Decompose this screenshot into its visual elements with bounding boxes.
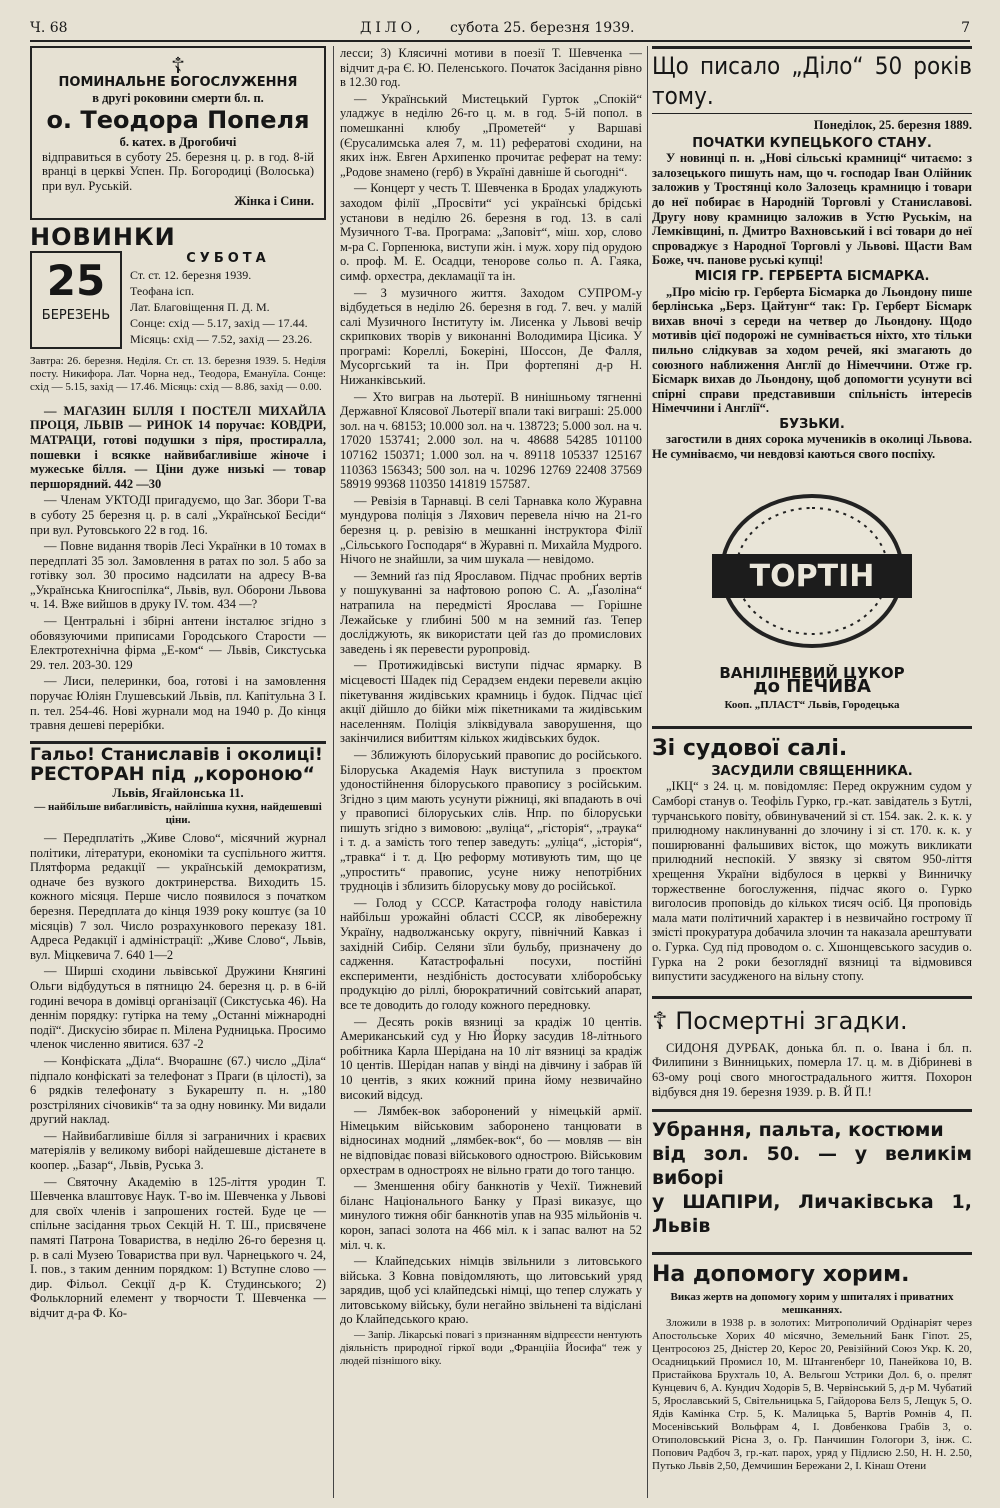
restaurant-ad xyxy=(30,741,326,827)
choir-text: Зложили в 1938 р. в золотих: Митрополичий Ордінаріят через Апостольське Хорих 40 місячно, Земельний Банк Гіпот. 25, Центросоюз 25, Дністер 20, Керос 20, Ревізійний Союз Укр. К. 20, Осадницький Промисл 10, М. Штангенберг 10, Панейкова 10, В. Пристайкова Брухталь 10, А. Вельгош Устрики Дол. 6, о. прелят Кунцевич 6, А. Кундич Ходорів 5, В. Червінський 5, д-р М. Чубатий 5, Ярославський 5, Світельницька 5, Гайдорова Белз 5, Лещук 5, О. Ядів Камінка Стр. 5, К. Малицька 5, Вартів Ромнів 4, П. Мосенівський Вольфрам 4, І. Довбенкова Грабів 3, о. Отиполовський Рісна 3, о. Гр. Панчишин Гологори 3, інж. С. Попович Радбоч 3, гр.-кат. парох, уряд у Підлисю 2.50, Н. Н. 2.50, Путько Львів 2,50, Демчишин Бережани 2, І. Кінаш Отени xyxy=(652,1317,972,1473)
news-item: — Концерт у честь Т. Шевченка в Бродах уладжують заходом філії „Просвіти“ усі українські брідські установи в неділю 26. березня в год. 13. в салі Музичного Т-ва. Програма: „Заповіт“, міш. хор, слово м-ра С. Горпенюка, виступи жін. і муж. хору під орудою о. проф. М. Е. Осадци, тенорове сольо п. А. Гаяка, симф. орхестра, декламації та ін. xyxy=(340,181,642,283)
calendar-line: Сонце: схід — 5.17, захід — 17.44. xyxy=(130,315,308,330)
dilo-50-text: У новинці п. н. „Нові сільські крамниці“ читаємо: з залозецького пишуть нам, що ч. господар Іван Олійник заложив у Тростянці коло Залозець крамницю і товари до неї побирає в Народній Торговлі у Станиславові. Другу нову крамницю заложив в Устю Руськім, на Лемківщині, п. Дмитро Вахновський і всі товари до неї спроваджує з Народної Торговлі у Львові. Щасти Вам Боже, чч. панове руські купці! xyxy=(652,151,972,268)
memorial-title: б. катех. в Дрогобичі xyxy=(119,135,237,150)
calendar-line: Ст. ст. 12. березня 1939. xyxy=(130,267,252,282)
news-item: — Клайпедських німців звільнили з литовського війська. З Ковна повідомляють, що литовський уряд зарядив, щоб усі клайпедські німці, що тепер служать у литовському війську, були негайно звільнені та відіслані до Клайпедського краю. xyxy=(340,1254,642,1327)
news-item: — Запір. Лікарські повагі з признанням відпрєєсти нентують діяльність природної гіркої води „Франціііа Йосифа“ теж у людей пізнішого віку. xyxy=(340,1329,642,1368)
news-item: — Найвибагливіше білля зі заграничних і краєвих матеріялів у великому виборі найдешевше діcтанете в коопер. „Базар“, Львів, Руська 3. xyxy=(30,1128,326,1173)
dilo-50-title: Що писало „Діло“ 50 років тому. xyxy=(652,46,972,114)
orthodox-cross-icon: ☦ xyxy=(170,53,186,78)
calendar-block xyxy=(30,251,326,349)
calendar-line: Теофана ісп. xyxy=(130,283,195,298)
memorial-notice xyxy=(30,46,326,220)
shop-line-2: від зол. 50. — у великім виборі xyxy=(652,1143,972,1190)
dilo-50-heading: МІСІЯ ГР. ГЕРБЕРТА БІСМАРКА. xyxy=(694,268,930,284)
dilo-50-date: Понеділок, 25. березня 1889. xyxy=(813,118,972,132)
memorial-name: о. Теодора Попеля xyxy=(46,106,310,135)
news-item: — Повне видання творів Лесі Українки в 10 томах в передплаті 35 зол. Замовлення в ратах по зол. 5 або за готівку зол. 30 просимо надсилати на адресу В-ва „Українська Книгоспілка“, Львів, вул. Оборони Львова ч. 14. Вже вийшов в друку IV. том. 434 —? xyxy=(30,539,326,612)
memorial-heading: ПОМИНАЛЬНЕ БОГОСЛУЖЕННЯ xyxy=(58,75,298,90)
column-divider xyxy=(647,46,648,1498)
news-item: — Зменшення обігу банкнотів у Чехії. Тижневий біланс Національного Банку у Празі виказує, що минулого тижня обіг банкнотів упав на 935 мільйонів ч. корон, запасі золота на 466 міл. к і запас валют на 52 міл. ч. к. xyxy=(340,1179,642,1252)
choir-subtitle: Виказ жертв на допомогу хорим у шпиталях і приватних мешканнях. xyxy=(670,1291,954,1317)
court-title: Зі судової салі. xyxy=(652,726,972,763)
news-item: — Лиси, пелеринки, боа, готові і на замовлення поручає Юліян Глушевський Львів, пл. Капітульна 3 І. п. тел. 254-46. Нові журнали мод на 1940 р. До кінця травня дешеві перерібки. xyxy=(30,674,326,733)
shop-line-1: Убрання, пальта, костюми xyxy=(652,1119,944,1142)
column-divider xyxy=(333,46,334,1498)
tortin-logo xyxy=(702,486,922,656)
shop-line-3: у ШАПІРИ, Личаківська 1, Львів xyxy=(652,1191,972,1238)
calendar-line: Лат. Благовіщення П. Д. М. xyxy=(130,299,270,314)
court-subtitle: ЗАСУДИЛИ СВЯЩЕННИКА. xyxy=(711,763,913,779)
calendar-day: 25 xyxy=(46,255,106,305)
column-1 xyxy=(30,46,326,1498)
calendar-date-box xyxy=(30,251,122,349)
news-item: — Ширші сходини львівської Дружини Княгині Ольги відбудуться в пятницю 24. березня ц. р. в 6-ій годині вечора в домівці організації (Сикстуська 46). На деннім порядку: гутірка на тему „Останні міжнародні події“. Дискусію збирає п. Мілена Рудницька. Просимо членок численно явитися. 637 -2 xyxy=(30,964,326,1052)
page-number: 7 xyxy=(961,20,970,36)
issue-number: Ч. 68 xyxy=(30,20,68,36)
page-header xyxy=(30,18,970,42)
news-item: лесси; 3) Клясичні мотиви в поезії Т. Шевченка — відчит д-ра Є. Ю. Пеленського. Початок Засідання рівно в 12.30 год. xyxy=(340,46,642,90)
news-item: — Передплатіть „Живе Слово“, місячний журнал політики, літератури, економіки та суспільного життя. Плятформа редакції — українській демократизм, одначе без вузкого доктринерства. Виходить 15. кожного місяця. Перше число появилося з початком березня. Передплата до кінця 1939 року коштує (за 10 місяців) 7 зол. Число розрахункового переказу 181. Адреса Редакції і адміністрації: „Живе Слово“, Львів, вул. Міцкевича 7. 640 1—2 xyxy=(30,831,326,962)
news-item: — Святочну Академію в 125-ліття уродин Т. Шевченка влаштовує Наук. Т-во ім. Шевченка у Львові для своїх членів і запрошених гостей. Буде це — спільне засідання трьох Секцій Н. Т. Ш., присвячене памяті Патрона Товариства, в неділю 26-го березня ц. р. в салі Музею Товариства при вул. Чарнецького ч. 24, І. пов., з таким денним порядком: 1) Вступне слово — дир. Фільол. Секції д-р К. Студинського; 2) Фольклорний елемент у творчости Т. Шевченка — відчит д-ра Ф. Ко- xyxy=(30,1174,326,1320)
masthead: ДІЛО, xyxy=(360,20,425,36)
tortin-line-3: Кооп. „ПЛАСТ“ Львів, Городецька xyxy=(724,698,900,711)
calendar-tomorrow: Завтра: 26. березня. Неділя. Ст. ст. 13. березня 1939. 5. Неділя посту. Никифора. Лат. Чорна нед., Теодора, Емануїла. Сонце: схід — 5.15, захід — 17.46. Місяць: схід — 8.86, захід — 0.00. xyxy=(30,354,326,393)
news-item: — Земний ґаз під Ярославом. Підчас пробних вертів у пошукуванні за нафтовою ропою С. А. „Ґазоліна“ натрапила на передмісті Ярослава — Горішне Лежайське у глибині 500 м на земний ґаз. Тепер досліджують, як використати цей ґаз до промислових заведень і як перевести руропровід. xyxy=(340,568,642,656)
news-section-title: НОВИНКИ xyxy=(30,223,176,252)
restaurant-slogan: — найбільше вибагливість, найліпша кухня, найдешевші ціни. xyxy=(34,801,322,826)
news-item: — МАГАЗИН БІЛЛЯ І ПОСТЕЛІ МИХАЙЛА ПРОЦЯ, ЛЬВІВ — РИНОК 14 поручає: КОВДРИ, МАТРАЦИ, готові подушки з піря, простиралла, пошевки і всякке найвибагливіше жіноче і мужеське білля. — Ціни дуже низькі — товар першорядний. 442 —30 xyxy=(30,403,326,491)
obituary-title: ☦ Посмертні згадки. xyxy=(652,996,972,1037)
dilo-50-text: загостили в днях сорока мучеників в околиці Львова. Не сумніваємо, чи невдовзі каються свого поспіху. xyxy=(652,432,972,462)
news-item: — Голод у СССР. Катастрофа голоду навістила найбільш урожайні області СССР, як лівобережну Україну, надволжанську округу, північний Кавказ і західній Сибір. Селяни зїли бульбу, призначену до садження. Катастрофальні посухи, постійні експерименти, нездібність достосувати хліборобську продукцію до ріллі, бюрократичний совітський апарат, все те доводить до голоду кожного передновку. xyxy=(340,895,642,1012)
choir-title: На допомогу хорим. xyxy=(652,1252,972,1289)
memorial-signature: Жінка і Сини. xyxy=(234,193,314,208)
column-2 xyxy=(340,46,642,1498)
restaurant-line-2: РЕСТОРАН під „короною“ xyxy=(30,763,315,786)
court-text: „ІКЦ“ з 24. ц. м. повідомляє: Перед окружним судом у Самборі станув о. Теофіль Гурко, гр.-кат. завідатель з Бутлі, турчанського повіту, обвинувачений зі ст. 154. зак. 2. к. к. у прилюдному наклинуванні до злочину і зі ст. 170. к. к. у поширюванні фальшивих вісток, що можуть викликати прилюдний неспокій. У звязку зі святом 950-ліття хрещення України відбулося в церкві у Винничку торжественне богослуження, підчас якого о. Гурко виголосив проповідь до кількох тисяч осіб. Ця проповідь мала мати політичний характер і в незвичайно гострому її змісті прокуратура добачила злочин та наказала арештувати о. Гурка. Суд під проводом о. с. Хшонщевського засудив о. Гурка на 2 роки безогляднї вязниці та відмовився випустити засудженого на вільну стопу. xyxy=(652,779,972,984)
calendar-details xyxy=(130,251,326,349)
tortin-line-1: ВАНІЛІНЕВИЙ ЦУКОР xyxy=(719,663,905,682)
restaurant-line-1: Гальо! Станиславів і околиці! xyxy=(30,744,323,765)
news-item: — Хто виграв на льотерії. В нинішньому тягненні Державної Клясової Льотерії впали такі виграші: 25.000 зол. на ч. 68153; 10.000 зол. на ч. 138723; 5.000 зол. на ч. 17020 153741; 2.000 зол. на ч. 48688 54285 101100 107162 150371; 1.000 зол. на ч. 89118 105337 125167 110363 156343; 500 зол. на ч. 10296 12769 22408 37569 58919 99368 110350 141819 157587. xyxy=(340,389,642,492)
memorial-subheading: в другі роковини смерти бл. п. xyxy=(92,90,264,105)
calendar-month: БЕРЕЗЕНЬ xyxy=(41,307,111,323)
calendar-day-name: СУБОТА xyxy=(186,250,270,266)
news-item: — Український Мистецький Гурток „Спокій“ уладжує в неділю 26-го ц. м. в год. 5-ій попол. в помешканні клюбу „Прометей“ у Варшаві (Єрусалимська алея 7, м. 11) рефератові сходини, на яких інж. Евген Архипенко прочитає реферат на тему: „Родове знамено (герб) в Україні давніше й сьогодні“. xyxy=(340,91,642,179)
dilo-50-heading: ПОЧАТКИ КУПЕЦЬКОГО СТАНУ. xyxy=(692,135,932,151)
news-item: — З музичного життя. Заходом СУПРОМ-у відбудеться в неділю 26. березня в год. 7. веч. у малій салі Музичного Інституту ім. Лисенка у Львові вечір скрипкових творів у виконанні Володимира Цісика. У програмі: Кореллі, Бокеріні, Шоссон, Де Фалля, Мусоргський та ін. При фортепяні д-р Н. Нижанківський. xyxy=(340,285,642,388)
tortin-line-2: до ПЕЧИВА xyxy=(753,676,871,698)
memorial-text: відправиться в суботу 25. березня ц. р. в год. 8-ій вранці в церкві Успен. Пр. Богородиці (Волоська) при вул. Руській. xyxy=(42,149,314,193)
dilo-50-heading: БУЗЬКИ. xyxy=(779,416,845,432)
shop-ad xyxy=(652,1109,972,1238)
news-item: — Ревізія в Тарнавці. В селі Тарнавка коло Журавна мундурова поліція з Ляхович перевела нічю на 21-го березня ц. р. ревізію в мешканні інструктора Філії „Сільського Господаря“ в Журавні п. Михайла Мудрого. Нічого не знайшли, за чим шукала — невідомо. xyxy=(340,493,642,567)
tortin-logo-text: ТОРТІН xyxy=(749,558,875,594)
news-item: — Зближують білоруський правопис до російського. Білоруська Академія Наук виступила з проєктом удоностійнення білоруського правопису з російським. Згідно з цим мають усунути ріжниці, які впадають в очі у правописі білоруських слів. Нпр. по білоруськи пишуть згідно з вимовою: „вуліца“, „гісторія“, „траука“ і т. д. а замість того тепер заведуть: „уліца“, „історія“, „травка“ і т. д. Цю реформу мотивують тим, що це „упростить“ правопис, усуне нижу непотрібних трудноців і зблизить білоруську мову до російської. xyxy=(340,747,642,894)
restaurant-address: Львів, Ягайлонська 11. xyxy=(112,786,244,801)
column-3 xyxy=(652,46,972,1498)
news-item: — Конфіската „Діла“. Вчорашнє (67.) число „Діла“ підпало конфіскаті за телефонат з Праги (в цілості), за 6 рядків телефонату з Букарешту п. н. „180 розстріляних січовиків“ та за одну новинку. Ми видали другий наклад. xyxy=(30,1053,326,1127)
obituary-text: СИДОНЯ ДУРБАК, донька бл. п. о. Івана і бл. п. Филипини з Винницьких, померла 17. ц. м. в Дібриневі в 63-ому році свого многострадального життя. Похорон відбувся дня 19. березня 1939. р. В. Й П.! xyxy=(652,1040,972,1099)
news-item: — Лямбек-вок заборонений у німецькій армії. Німецьким військовим заборонено танцювати в відносинах модний „лямбек-вок“, бо — мовляв — він не відповідає повазі військового однострою. Військовим орхестрам в однострoях не вільно грати до того танцю. xyxy=(340,1104,642,1177)
issue-date: субота 25. березня 1939. xyxy=(450,20,635,36)
news-item: — Центральні і збірні антени інсталює згідно з обовязуючими приписами Городського Старости — Електротехнічна фірма „Е-ком“ — Львів, Сикстуська 29. тел. 203-30. 129 xyxy=(30,614,326,672)
news-item: — Членам УКТОДІ пригадуємо, що Заг. Збори Т-ва в суботу 25 березня ц. р. в салі „Української Бесіди“ при вул. Рутовського 22 в год. 16. xyxy=(30,493,326,537)
news-item: — Протижидівські виступи підчас ярмарку. В місцевості Шадек під Серадзем ендеки перевели акцію пікетування жидівських крамниць і будок. Підчас цієї акції дійшло до бійки між пікетниками та жидівським населенням. Поліція зліквідувала заворушення, що закінчилися вибиттям кількох жидівських будок. xyxy=(340,658,642,746)
dilo-50-text: „Про місію гр. Герберта Бісмарка до Льондону пише берлінська „Берз. Цайтунг“ так: Гр. Герберт Бісмарк вихав вночі з середи на четвер до Льондону. Щодо мотивів цієї подорожі не сумніваєтьcя ніхто, хто тільки пильно слідкував за ходом речей, які змагають до союзного наближення Англії до Німеччини. Отже гр. Бісмарк вихав до Льондону, щоб допомогти усунути всі спірні справи представивши спільність інтересів Німеччини і Англії“. xyxy=(652,284,972,416)
calendar-line: Місяць: схід — 7.52, захід — 23.26. xyxy=(130,331,313,346)
news-item: — Десять років вязниці за крадіж 10 центів. Американський суд у Ню Йорку засудив 18-літнього робітника Карла Шерідана на 10 літ вязниці за крадіж 10 центів. Шерідан напав у вінді на дівчину і забрав їй 10 центів, з яких кожний прина йому незвичайно високий відсуд. xyxy=(340,1014,642,1102)
